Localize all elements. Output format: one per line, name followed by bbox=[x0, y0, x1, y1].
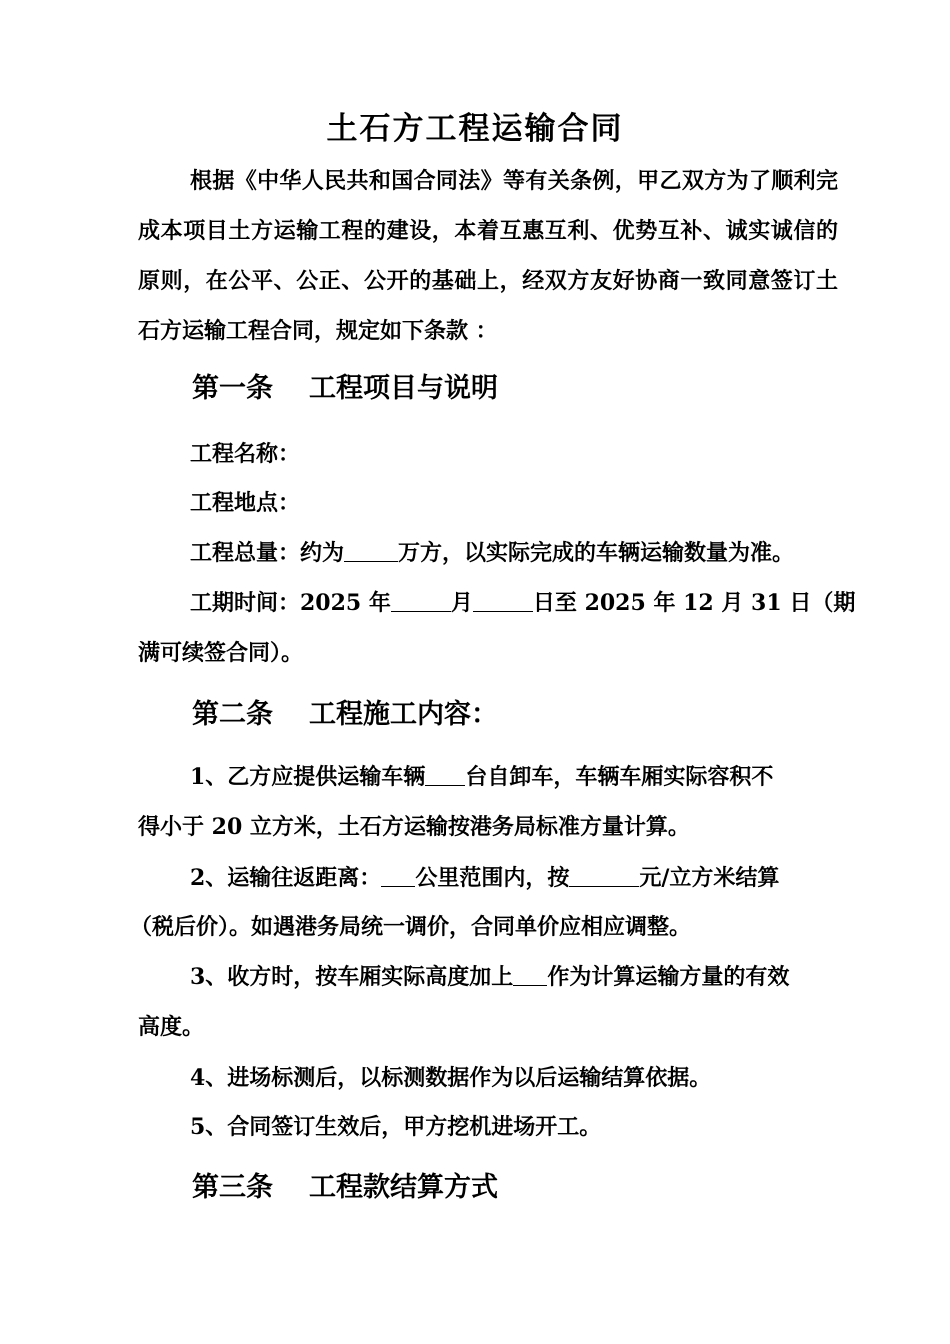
period-day-blank bbox=[473, 589, 533, 612]
project-site-label: 工程地点： bbox=[190, 490, 301, 516]
item-3-prefix: 3、收方时，按车厢实际高度加上 bbox=[190, 964, 514, 990]
period-month-blank bbox=[391, 589, 451, 612]
article-2-number: 第二条 bbox=[192, 699, 273, 730]
article-1-number: 第一条 bbox=[192, 373, 273, 404]
item-2-mid: 公里范围内，按 bbox=[415, 865, 570, 891]
article-2-heading bbox=[192, 690, 842, 740]
article-3-heading bbox=[192, 1163, 842, 1213]
item-1-line bbox=[190, 752, 840, 802]
document-title: 土石方工程运输合同 bbox=[326, 111, 624, 147]
item-1-continuation: 得小于 20 立方米，土石方运输按港务局标准方量计算。 bbox=[138, 814, 690, 840]
item-2-line bbox=[190, 853, 840, 903]
project-name-label: 工程名称： bbox=[190, 441, 301, 467]
item-3-line bbox=[190, 952, 840, 1002]
item-1-blank bbox=[425, 763, 465, 786]
period-prefix: 工期时间：2025 年 bbox=[190, 590, 391, 616]
total-blank bbox=[344, 539, 398, 562]
item-3-suffix: 作为计算运输方量的有效 bbox=[547, 964, 790, 990]
period-month-label: 月 bbox=[450, 590, 473, 616]
article-3-number: 第三条 bbox=[192, 1172, 273, 1203]
period-range: 日至 2025 年 12 月 31 日（期 bbox=[532, 590, 856, 616]
item-2-price-blank bbox=[569, 864, 639, 887]
project-total-line bbox=[190, 528, 840, 578]
item-2-continuation: （税后价）。如遇港务局统一调价，合同单价应相应调整。 bbox=[130, 914, 692, 940]
item-2-distance-blank bbox=[381, 864, 415, 887]
total-suffix: 万方，以实际完成的车辆运输数量为准。 bbox=[398, 540, 795, 566]
item-3-continuation: 高度。 bbox=[138, 1014, 205, 1040]
item-5-line: 5、合同签订生效后，甲方挖机进场开工。 bbox=[190, 1114, 602, 1140]
project-period-line bbox=[190, 578, 856, 628]
project-site-line bbox=[190, 478, 840, 528]
article-3-title: 工程款结算方式 bbox=[309, 1172, 498, 1203]
item-4-line: 4、进场标测后，以标测数据作为以后运输结算依据。 bbox=[190, 1065, 712, 1091]
article-2-title: 工程施工内容： bbox=[309, 699, 498, 730]
item-3-blank bbox=[513, 963, 547, 986]
item-1-prefix: 1、乙方应提供运输车辆 bbox=[190, 764, 426, 790]
total-prefix: 工程总量：约为 bbox=[190, 540, 345, 566]
item-2-suffix: 元/立方米结算 bbox=[639, 865, 780, 891]
intro-paragraph: 根据《中华人民共和国合同法》等有关条例，甲乙双方为了顺利完成本项目土方运输工程的建设，本着互惠互利、优势互补、诚实诚信的原则，在公平、公正、公开的基础上，经双方友好协商一致同意签订土石方运输工程合同，规定如下条款 ： bbox=[138, 168, 838, 344]
project-name-line bbox=[190, 429, 840, 479]
item-2-prefix: 2、运输往返距离： bbox=[190, 865, 382, 891]
article-1-title: 工程项目与说明 bbox=[309, 373, 498, 404]
project-period-continuation: 满可续签合同）。 bbox=[138, 640, 304, 666]
article-1-heading bbox=[192, 364, 842, 414]
item-1-suffix: 台自卸车，车辆车厢实际容积不 bbox=[465, 764, 774, 790]
